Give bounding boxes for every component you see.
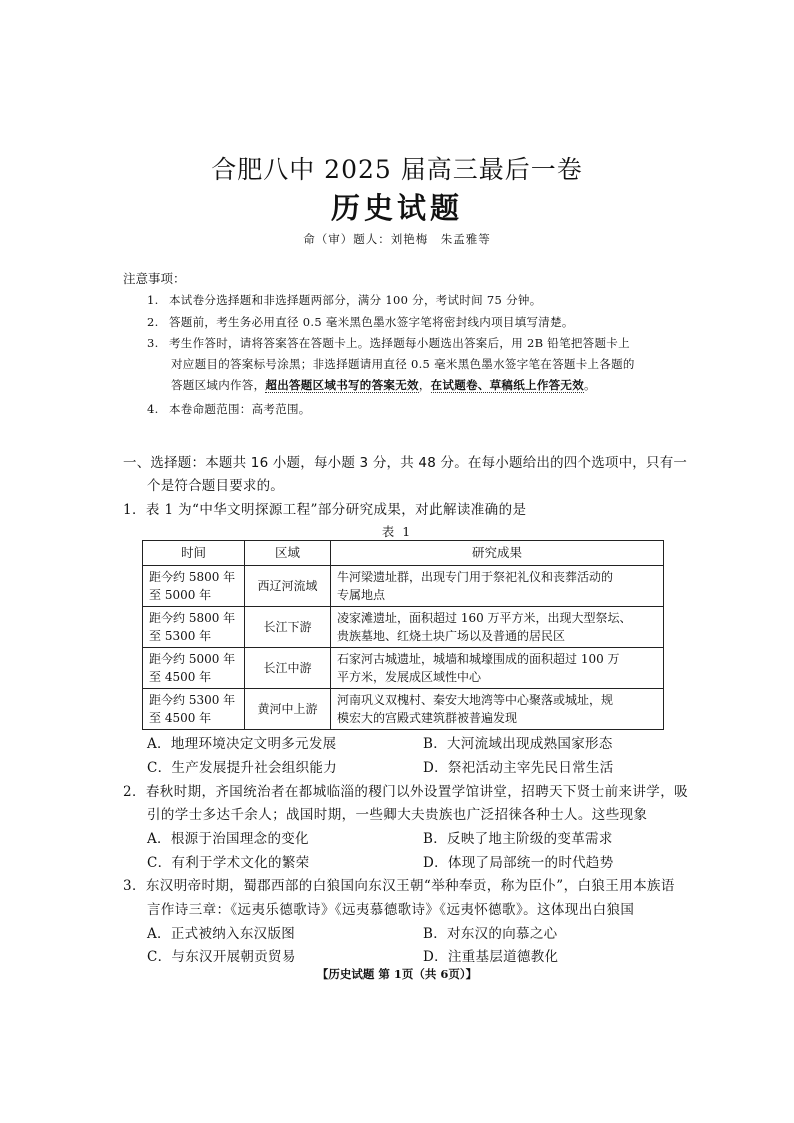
exam-authors: 命（审）题人：刘艳梅 朱孟雅等 bbox=[303, 232, 491, 246]
table-cell-region: 西辽河流域 bbox=[245, 566, 331, 607]
question-1-stem: 1．表 1 为“中华文明探源工程”部分研究成果，对此解读准确的是 bbox=[123, 502, 527, 518]
question-1-option-a[interactable]: A．地理环境决定文明多元发展 bbox=[147, 736, 337, 752]
table-cell-result: 河南巩义双槐村、秦安大地湾等中心聚落或城址，规 模宏大的宫殿式建筑群被普遍发现 bbox=[331, 689, 664, 730]
notice-heading: 注意事项： bbox=[123, 271, 186, 286]
question-2-option-a[interactable]: A．根源于治国理念的变化 bbox=[147, 831, 309, 847]
notice-item-3-line-2: 对应题目的答案标号涂黑；非选择题请用直径 0.5 毫米黑色墨水签字笔在答题卡上各题的 bbox=[171, 357, 635, 371]
notice-item-number: 2. bbox=[147, 315, 159, 329]
notice-emphasis-2: 在试题卷、草稿纸上作答无效 bbox=[430, 378, 585, 392]
table-cell-region: 长江下游 bbox=[245, 607, 331, 648]
notice-item-2 bbox=[147, 314, 574, 330]
section-1-instructions-cont: 个是符合题目要求的。 bbox=[147, 478, 284, 494]
question-2-option-c[interactable]: C．有利于学术文化的繁荣 bbox=[147, 855, 310, 871]
question-3-option-c[interactable]: C．与东汉开展朝贡贸易 bbox=[147, 949, 296, 965]
table-row bbox=[143, 566, 664, 607]
table-cell-result: 凌家滩遗址，面积超过 160 万平方米，出现大型祭坛、 贵族墓地、红烧土块广场以及普通的居民区 bbox=[331, 607, 664, 648]
question-1-option-b[interactable]: B．大河流域出现成熟国家形态 bbox=[423, 736, 613, 752]
question-3-stem: 3．东汉明帝时期，蜀郡西部的白狼国向东汉王朝“举种奉贡，称为臣仆”，白狼王用本族语 bbox=[123, 878, 675, 894]
table-caption: 表 1 bbox=[381, 524, 413, 539]
exam-school-title: 合肥八中 2025 届高三最后一卷 bbox=[211, 155, 583, 184]
table-cell-time: 距今约 5000 年 至 4500 年 bbox=[143, 648, 245, 689]
table-cell-time: 距今约 5800 年 至 5000 年 bbox=[143, 566, 245, 607]
table-header-row bbox=[143, 541, 664, 566]
section-1-instructions: 一、选择题：本题共 16 小题，每小题 3 分，共 48 分。在每小题给出的四个选项中，只有一 bbox=[123, 455, 688, 471]
research-results-table bbox=[142, 540, 664, 730]
question-3-option-d[interactable]: D．注重基层道德教化 bbox=[423, 949, 559, 965]
table-cell-time: 距今约 5800 年 至 5300 年 bbox=[143, 607, 245, 648]
table-row bbox=[143, 607, 664, 648]
notice-item-4 bbox=[147, 401, 311, 417]
table-header-time: 时间 bbox=[143, 541, 245, 566]
question-3-option-b[interactable]: B．对东汉的向慕之心 bbox=[423, 926, 558, 942]
table-header-region: 区域 bbox=[245, 541, 331, 566]
notice-emphasis-1: 超出答题区域书写的答案无效 bbox=[265, 378, 419, 392]
table-header-results: 研究成果 bbox=[331, 541, 664, 566]
notice-end: 。 bbox=[584, 378, 596, 392]
notice-item-3-line-3 bbox=[171, 377, 596, 393]
notice-item-number: 4. bbox=[147, 402, 159, 416]
table-cell-result: 石家河古城遗址，城墙和城壕围成的面积超过 100 万 平方米，发展成区域性中心 bbox=[331, 648, 664, 689]
table-cell-region: 长江中游 bbox=[245, 648, 331, 689]
notice-item-3 bbox=[147, 335, 630, 351]
exam-subject-title: 历史试题 bbox=[330, 191, 463, 225]
question-3-option-a[interactable]: A．正式被纳入东汉版图 bbox=[147, 926, 296, 942]
question-2-option-b[interactable]: B．反映了地主阶级的变革需求 bbox=[423, 831, 613, 847]
notice-item-text: 答题前，考生务必用直径 0.5 毫米黑色墨水签字笔将密封线内项目填写清楚。 bbox=[169, 315, 574, 329]
notice-plain-text: 答题区域内作答， bbox=[171, 378, 266, 392]
question-2-stem-cont: 引的学士多达千余人；战国时期，一些卿大夫贵族也广泛招徕各种士人。这些现象 bbox=[147, 807, 648, 823]
notice-item-text: 考生作答时，请将答案答在答题卡上。选择题每小题选出答案后，用 2B 铅笔把答题卡上 bbox=[169, 336, 630, 350]
notice-item-number: 1. bbox=[147, 293, 159, 307]
notice-item-1 bbox=[147, 292, 542, 308]
table-row bbox=[143, 648, 664, 689]
question-1-option-d[interactable]: D．祭祀活动主宰先民日常生活 bbox=[423, 760, 614, 776]
question-2-stem: 2．春秋时期，齐国统治者在都城临淄的稷门以外设置学馆讲堂，招聘天下贤士前来讲学，吸 bbox=[123, 784, 688, 800]
notice-separator: ， bbox=[418, 378, 431, 392]
question-2-option-d[interactable]: D．体现了局部统一的时代趋势 bbox=[423, 855, 614, 871]
table-cell-region: 黄河中上游 bbox=[245, 689, 331, 730]
notice-item-number: 3. bbox=[147, 336, 159, 350]
question-3-stem-cont: 言作诗三章：《远夷乐德歌诗》《远夷慕德歌诗》《远夷怀德歌》。这体现出白狼国 bbox=[147, 902, 635, 918]
notice-item-text: 本卷命题范围：高考范围。 bbox=[169, 402, 311, 416]
page-footer: 【历史试题 第 1页（共 6页）】 bbox=[316, 967, 478, 981]
question-1-option-c[interactable]: C．生产发展提升社会组织能力 bbox=[147, 760, 338, 776]
notice-item-text: 本试卷分选择题和非选择题两部分，满分 100 分，考试时间 75 分钟。 bbox=[169, 293, 542, 307]
table-cell-time: 距今约 5300 年 至 4500 年 bbox=[143, 689, 245, 730]
table-row bbox=[143, 689, 664, 730]
table-cell-result: 牛河梁遗址群，出现专门用于祭祀礼仪和丧葬活动的 专属地点 bbox=[331, 566, 664, 607]
